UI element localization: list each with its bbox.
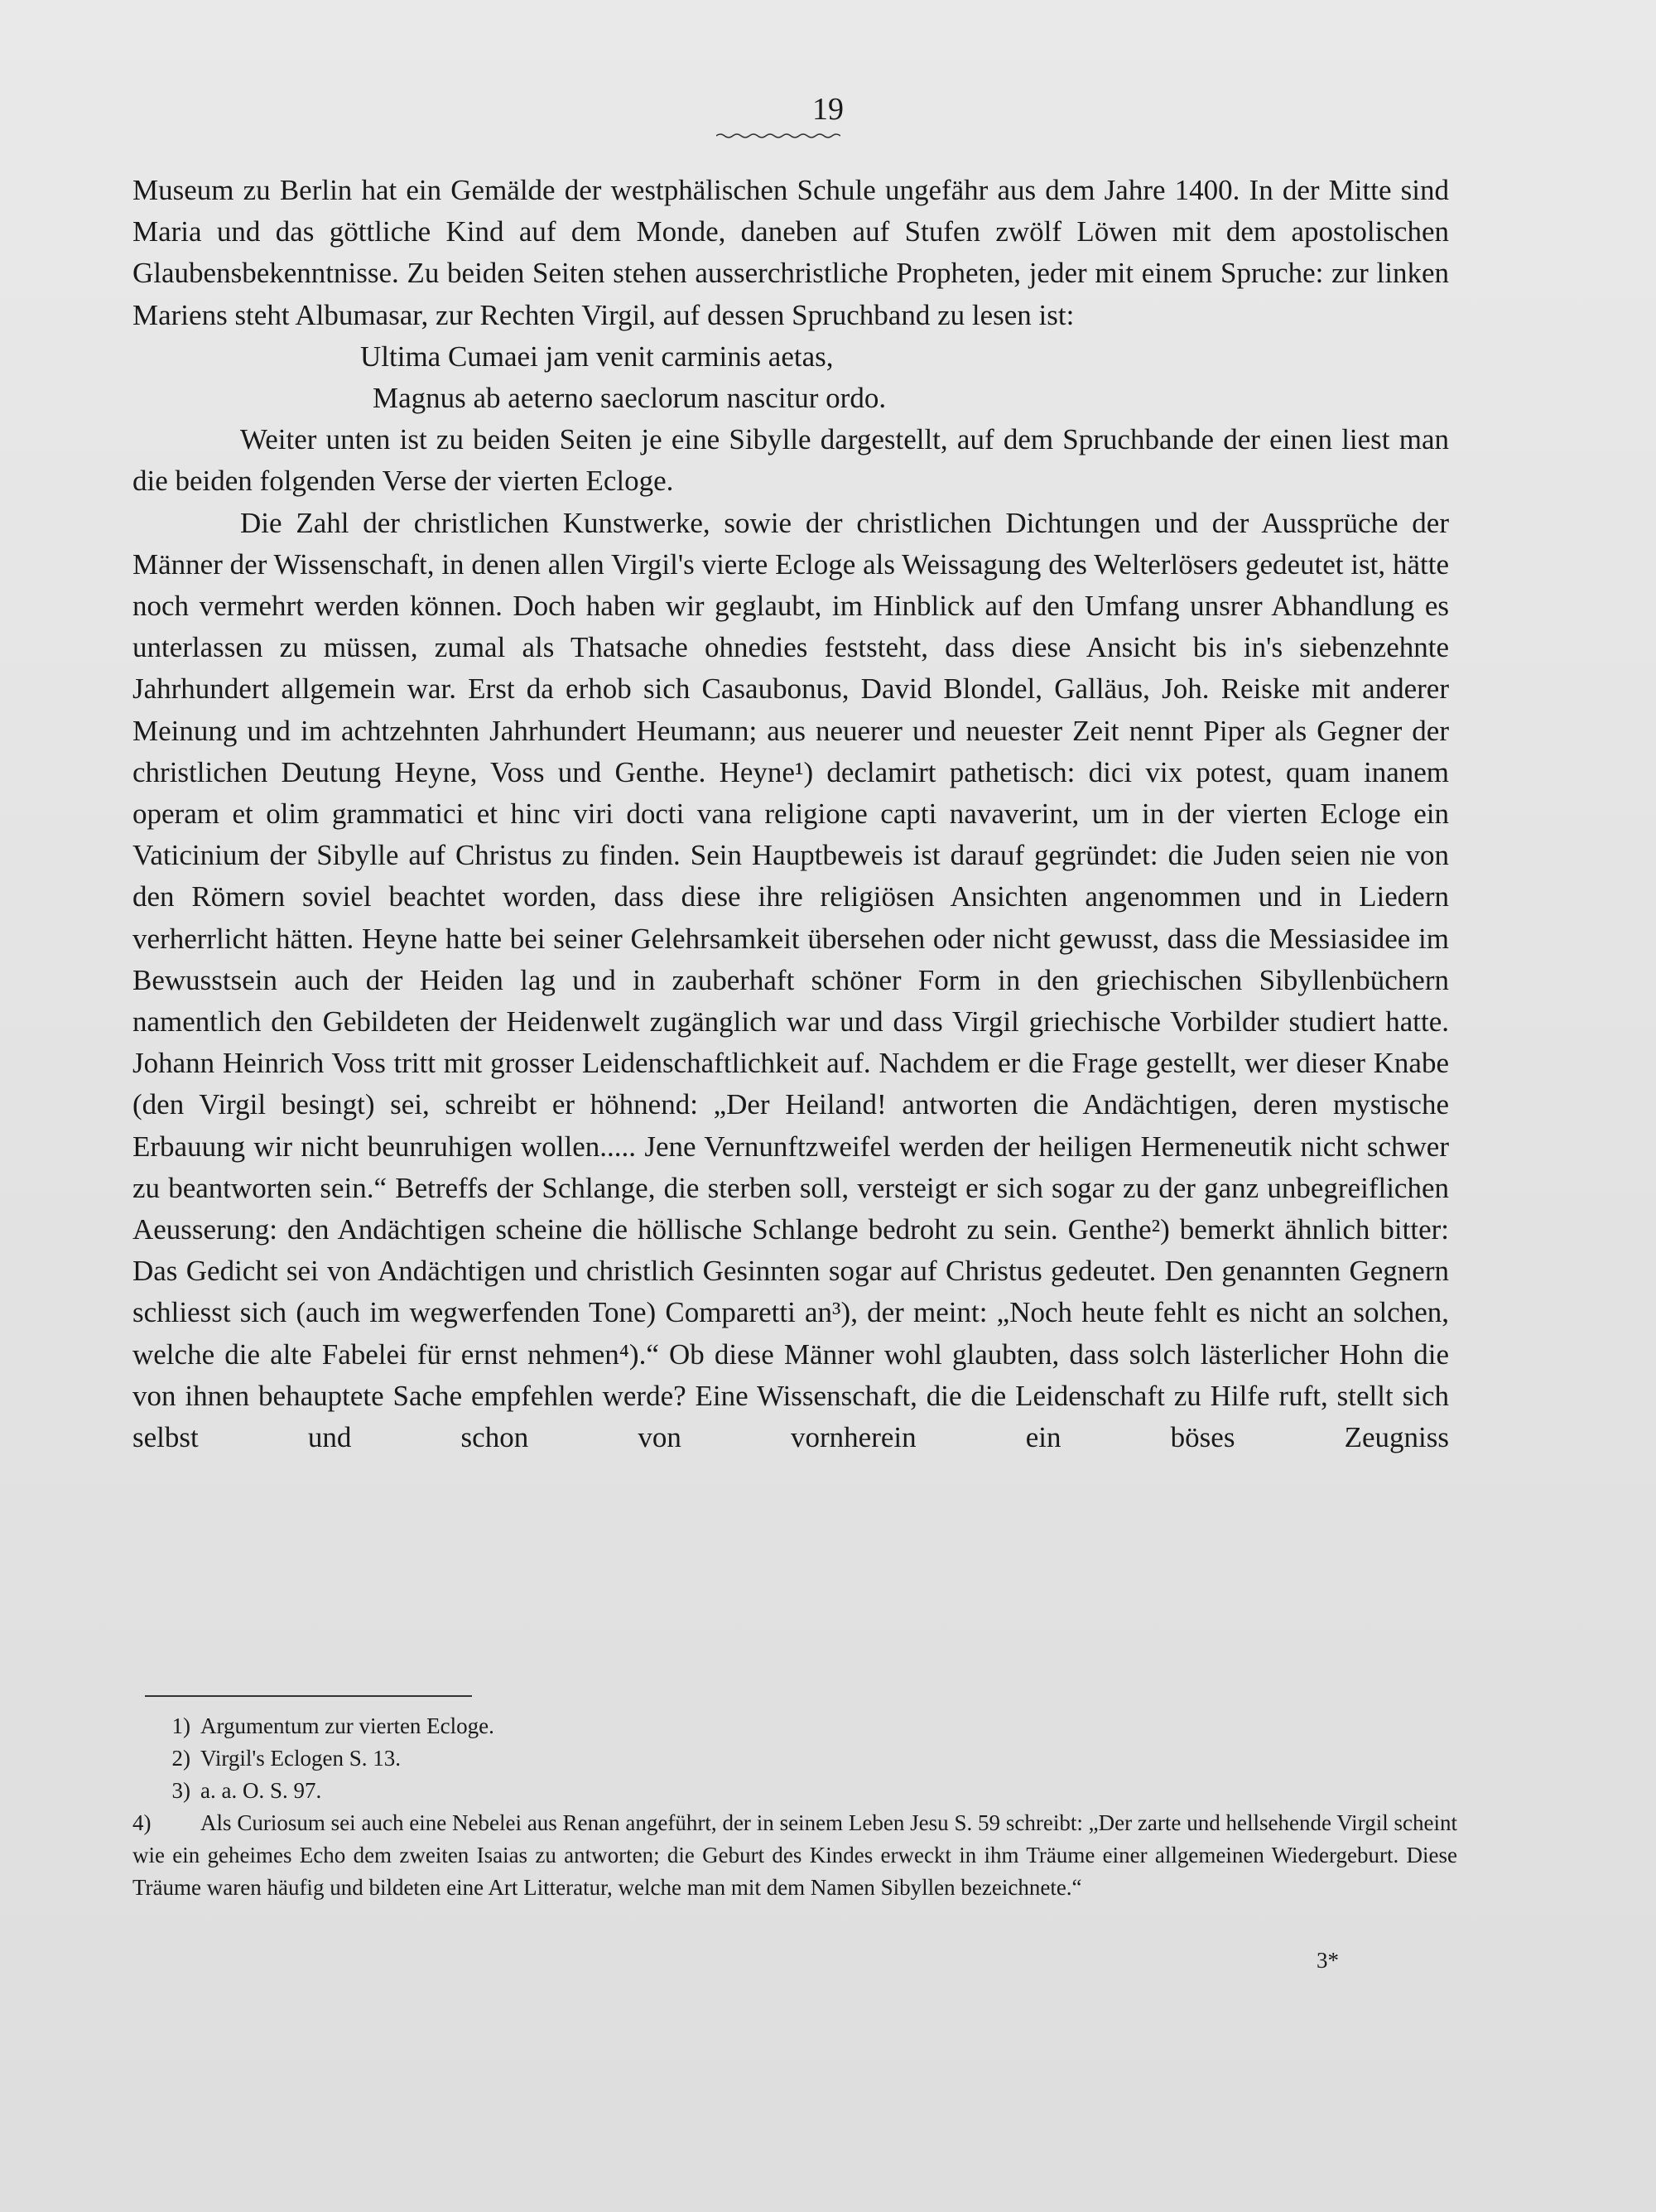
page-number-ornament [716,133,840,139]
footnote-number: 2) [171,1746,190,1771]
verse-line-2: Magnus ab aeterno saeclorum nascitur ordo. [373,382,887,415]
footnote-number: 4) [132,1810,152,1835]
verse-line-1: Ultima Cumaei jam venit carminis aetas, [360,340,834,373]
footnote-3 [132,1775,1457,1807]
footnote-2 [132,1742,1457,1775]
paragraph-2: Weiter unten ist zu beiden Seiten je eine Sibylle dargestellt, auf dem Spruchbande der einen liest man die beiden folgenden Verse der vierten Ecloge. [132,423,1449,498]
footnote-number: 1) [171,1713,190,1738]
signature-mark: 3* [1317,1948,1339,1973]
footnote-text: Argumentum zur vierten Ecloge. [200,1713,494,1738]
footnote-text: Virgil's Eclogen S. 13. [200,1746,401,1771]
paragraph-1: Museum zu Berlin hat ein Gemälde der westphälischen Schule ungefähr aus dem Jahre 1400. In der Mitte sind Maria und das göttliche Kind auf dem Monde, daneben auf Stufen zwölf Löwen mit dem apostolischen Glaubensbekenntnisse. Zu beiden Seiten stehen ausserchristliche Propheten, jeder mit einem Spruche: zur linken Mariens steht Albumasar, zur Rechten Virgil, auf dessen Spruchband zu lesen ist: [132,174,1449,331]
footnote-separator [145,1695,472,1697]
page-number: 19 [812,92,844,127]
footnote-1 [132,1710,1457,1742]
paragraph-3: Die Zahl der christlichen Kunstwerke, sowie der christlichen Dichtungen und der Aussprüche der Männer der Wissenschaft, in denen allen Virgil's vierte Ecloge als Weissagung des Welterlösers gedeutet ist, hätte noch vermehrt werden können. Doch haben wir geglaubt, im Hinblick auf den Umfang unsrer Abhandlung es unterlassen zu müssen, zumal als Thatsache ohnedies feststeht, dass diese Ansicht bis in's siebenzehnte Jahrhundert allgemein war. Erst da erhob sich Casaubonus, David Blondel, Galläus, Joh. Reiske mit anderer Meinung und im achtzehnten Jahrhundert Heumann; aus neuerer und neuester Zeit nennt Piper als Gegner der christlichen Deutung Heyne, Voss und Genthe. Heyne¹) declamirt pathetisch: dici vix potest, quam inanem operam et olim grammatici et hinc viri docti vana religione capti navaverint, um in der vierten Ecloge ein Vaticinium der Sibylle auf Christus zu finden. Sein Hauptbeweis ist darauf gegründet: die Juden seien nie von den Römern soviel beachtet worden, dass diese ihre religiösen Ansichten angenommen und in Liedern verherrlicht hätten. Heyne hatte bei seiner Gelehrsamkeit übersehen oder nicht gewusst, dass die Messiasidee im Bewusstsein auch der Heiden lag und in zauberhaft schöner Form in den griechischen Sibyllenbüchern namentlich den Gebildeten der Heidenwelt zugänglich war und dass Virgil griechische Vorbilder studiert hatte. Johann Heinrich Voss tritt mit grosser Leidenschaftlichkeit auf. Nachdem er die Frage gestellt, wer dieser Knabe (den Virgil besingt) sei, schreibt er höhnend: „Der Heiland! antworten die Andächtigen, deren mystische Erbauung wir nicht beunruhigen wollen..... Jene Vernunftzweifel werden der heiligen Hermeneutik nicht schwer zu beantworten sein.“ Betreffs der Schlange, die sterben soll, versteigt er sich sogar zu der ganz unbegreiflichen Aeusserung: den Andächtigen scheine die höllische Schlange bedroht zu sein. Genthe²) bemerkt ähnlich bitter: Das Gedicht sei von Andächtigen und christlich Gesinnten sogar auf Christus gedeutet. Den genannten Gegnern schliesst sich (auch im wegwerfenden Tone) Comparetti an³), der meint: „Noch heute fehlt es nicht an solchen, welche die alte Fabelei für ernst nehmen⁴).“ Ob diese Männer wohl glaubten, dass solch lästerlicher Hohn die von ihnen behauptete Sache empfehlen werde? Eine Wissenschaft, die die Leidenschaft zu Hilfe ruft, stellt sich selbst und schon von vornherein ein böses Zeugniss [132,506,1449,1454]
footnote-text: a. a. O. S. 97. [200,1778,322,1803]
body-text [132,170,1449,1458]
footnote-4 [132,1807,1457,1904]
footnote-number: 3) [171,1778,190,1803]
footnotes [132,1710,1457,1904]
footnote-text: Als Curiosum sei auch eine Nebelei aus Renan angeführt, der in seinem Leben Jesu S. 59 schreibt: „Der zarte und hellsehende Virgil scheint wie ein geheimes Echo dem zweiten Isaias zu antworten; die Geburt des Kindes erweckt in ihm Träume einer allgemeinen Wiedergeburt. Diese Träume waren häufig und bildeten eine Art Litteratur, welche man mit dem Namen Sibyllen bezeichnete.“ [132,1810,1457,1900]
